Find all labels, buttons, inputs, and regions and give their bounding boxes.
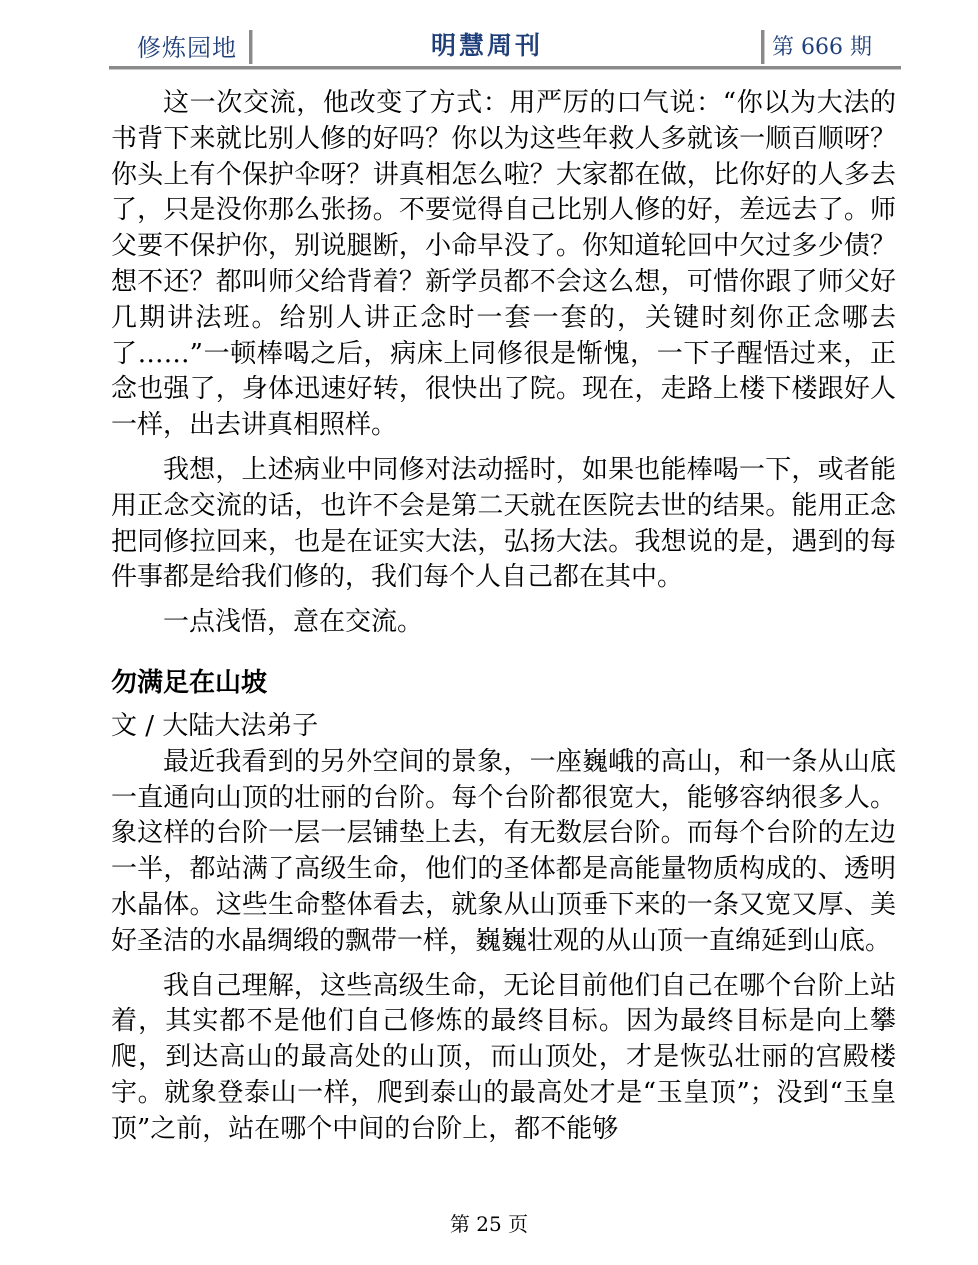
header-divider (761, 30, 765, 64)
section-name: 修炼园地 (137, 34, 237, 62)
publication-title: 明慧周刊 (431, 31, 544, 60)
body-paragraph: 一点浅悟，意在交流。 (163, 607, 424, 638)
page-number: 第 25 页 (449, 1212, 529, 1236)
body-paragraph: 最近我看到的另外空间的景象，一座巍峨的高山，和一条从山底一直通向山顶的壮丽的台阶。每个台阶都很宽大，能够容纳很多人。象这样的台阶一层一层铺垫上去，有无数层台阶。而每个台阶的左边一半，都站满了高级生命，他们的圣体都是高能量物质构成的、透明水晶体。这些生命整体看去，就象从山顶垂下来的一条又宽又厚、美好圣洁的水晶绸缎的飘带一样，巍巍壮观的从山顶一直绵延到山底。 (111, 746, 896, 956)
body-paragraph: 我想，上述病业中同修对法动摇时，如果也能棒喝一下，或者能用正念交流的话，也许不会是第二天就在医院去世的结果。能用正念把同修拉回来，也是在证实大法，弘扬大法。我想说的是，遇到的每件事都是给我们修的，我们每个人自己都在其中。 (111, 454, 896, 593)
page-body (111, 86, 896, 1148)
issue-number: 第 666 期 (772, 35, 872, 60)
header-divider (249, 30, 253, 64)
article-title: 勿满足在山坡 (111, 667, 268, 698)
header-rule (109, 66, 901, 70)
body-paragraph: 这一次交流，他改变了方式：用严厉的口气说：“你以为大法的书背下来就比别人修的好吗？你以为这些年救人多就该一顺百顺呀？你头上有个保护伞呀？讲真相怎么啦？大家都在做，比你好的人多去了，只是没你那么张扬。不要觉得自己比别人修的好，差远去了。师父要不保护你，别说腿断，小命早没了。你知道轮回中欠过多少债？想不还？都叫师父给背着？新学员都不会这么想，可惜你跟了师父好几期讲法班。给别人讲正念时一套一套的，关键时刻你正念哪去了……”一顿棒喝之后，病床上同修很是惭愧，一下子醒悟过来，正念也强了，身体迅速好转，很快出了院。现在，走路上楼下楼跟好人一样，出去讲真相照样。 (111, 88, 896, 441)
body-paragraph: 我自己理解，这些高级生命，无论目前他们自己在哪个台阶上站着，其实都不是他们自己修炼的最终目标。因为最终目标是向上攀爬，到达高山的最高处的山顶，而山顶处，才是恢弘壮丽的宫殿楼宇。就象登泰山一样，爬到泰山的最高处才是“玉皇顶”；没到“玉皇顶”之前，站在哪个中间的台阶上，都不能够 (111, 970, 896, 1144)
article-byline: 文 / 大陆大法弟子 (111, 710, 319, 741)
page-header (109, 26, 901, 66)
